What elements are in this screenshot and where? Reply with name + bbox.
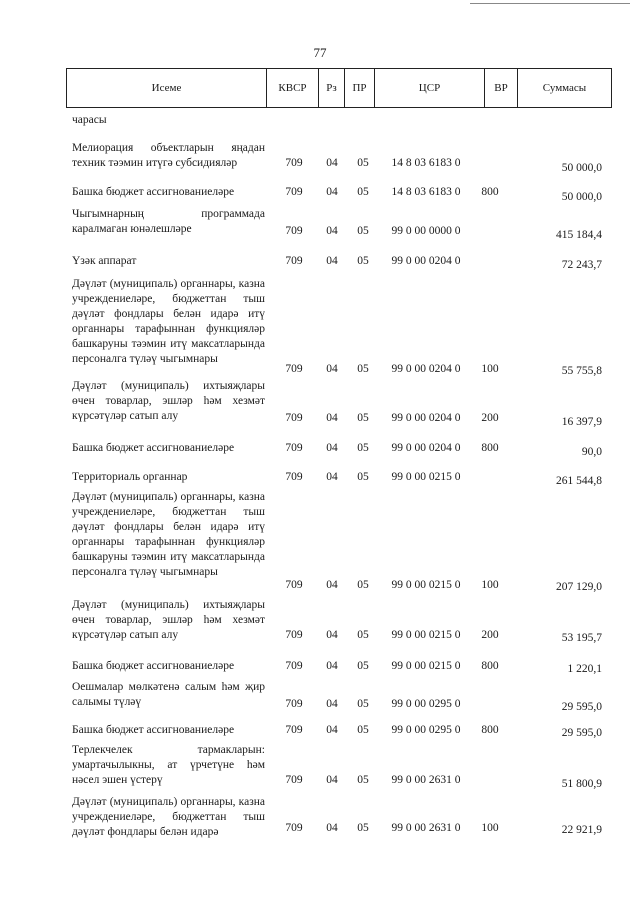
row-kvsr: 709 <box>285 471 303 483</box>
row-pr: 05 <box>357 724 369 736</box>
row-name: Дәүләт (муниципаль) органнары, казна учреждениеләре, бюджеттан тыш дәүләт фондлары белән идарә итү органнары тарафыннан функцияләр башкаруны тәэмин итү максатларында персоналга түләү чыгымнары <box>72 278 265 365</box>
row-csr: 99 0 00 0000 0 <box>391 225 461 237</box>
row-pr: 05 <box>357 774 369 786</box>
row-pr: 05 <box>357 225 369 237</box>
row-vr: 100 <box>481 579 499 591</box>
row-kvsr: 709 <box>285 774 303 786</box>
header-pr: ПР <box>345 69 375 108</box>
table-header <box>66 68 612 108</box>
row-csr: 99 0 00 0215 0 <box>391 629 461 641</box>
row-sum: 29 595,0 <box>561 701 602 713</box>
row-name: чарасы <box>72 114 107 126</box>
row-kvsr: 709 <box>285 255 303 267</box>
row-sum: 72 243,7 <box>561 259 602 271</box>
row-pr: 05 <box>357 579 369 591</box>
row-name: Башка бюджет ассигнованиеләре <box>72 186 235 198</box>
row-rz: 04 <box>326 724 338 736</box>
row-kvsr: 709 <box>285 225 303 237</box>
row-pr: 05 <box>357 186 369 198</box>
row-kvsr: 709 <box>285 629 303 641</box>
header-vr: ВР <box>485 69 518 108</box>
row-pr: 05 <box>357 822 369 834</box>
row-name: Дәүләт (муниципаль) органнары, казна учреждениеләре, бюджеттан тыш дәүләт фондлары белән идарә итү органнары тарафыннан функцияләр башкаруны тәэмин итү максатларында персоналга түләү чыгымнары <box>72 491 265 578</box>
row-sum: 50 000,0 <box>561 191 602 203</box>
row-vr: 800 <box>481 186 499 198</box>
header-kvsr: КВСР <box>267 69 319 108</box>
row-name: Дәүләт (муниципаль) органнары, казна учреждениеләре, бюджеттан тыш дәүләт фондлары белән идарә <box>72 796 265 838</box>
row-kvsr: 709 <box>285 157 303 169</box>
row-sum: 1 220,1 <box>567 663 602 675</box>
row-vr: 100 <box>481 363 499 375</box>
row-kvsr: 709 <box>285 363 303 375</box>
row-sum: 51 800,9 <box>561 778 602 790</box>
row-name: Оешмалар мөлкәтенә салым һәм җир салымы түләү <box>72 681 265 708</box>
row-rz: 04 <box>326 774 338 786</box>
row-sum: 50 000,0 <box>561 162 602 174</box>
row-sum: 207 129,0 <box>556 581 602 593</box>
row-name: Мелиорация объектларын яңадан техник тәэмин итүгә субсидияләр <box>72 142 265 169</box>
row-csr: 14 8 03 6183 0 <box>391 157 461 169</box>
row-rz: 04 <box>326 698 338 710</box>
row-pr: 05 <box>357 660 369 672</box>
row-csr: 99 0 00 0295 0 <box>391 698 461 710</box>
top-edge-line <box>470 3 630 4</box>
row-csr: 99 0 00 2631 0 <box>391 822 461 834</box>
header-csr: ЦСР <box>375 69 485 108</box>
row-csr: 99 0 00 0204 0 <box>391 442 461 454</box>
row-pr: 05 <box>357 629 369 641</box>
row-kvsr: 709 <box>285 660 303 672</box>
row-rz: 04 <box>326 579 338 591</box>
row-sum: 415 184,4 <box>556 229 602 241</box>
row-name: Башка бюджет ассигнованиеләре <box>72 442 235 454</box>
row-name: Дәүләт (муниципаль) ихтыяҗлары өчен товарлар, эшләр һәм хезмәт күрсәтүләр сатып алу <box>72 599 265 641</box>
row-rz: 04 <box>326 363 338 375</box>
row-csr: 99 0 00 0295 0 <box>391 724 461 736</box>
row-vr: 800 <box>481 724 499 736</box>
row-pr: 05 <box>357 157 369 169</box>
row-rz: 04 <box>326 471 338 483</box>
row-name: Дәүләт (муниципаль) ихтыяҗлары өчен товарлар, эшләр һәм хезмәт күрсәтүләр сатып алу <box>72 380 265 422</box>
row-name: Үзәк аппарат <box>72 255 137 267</box>
row-pr: 05 <box>357 363 369 375</box>
row-sum: 29 595,0 <box>561 727 602 739</box>
row-sum: 22 921,9 <box>561 824 602 836</box>
row-vr: 100 <box>481 822 499 834</box>
row-kvsr: 709 <box>285 698 303 710</box>
row-kvsr: 709 <box>285 442 303 454</box>
row-csr: 99 0 00 0204 0 <box>391 412 461 424</box>
row-rz: 04 <box>326 822 338 834</box>
row-pr: 05 <box>357 412 369 424</box>
header-name: Исеме <box>67 69 267 108</box>
row-pr: 05 <box>357 442 369 454</box>
row-name: Терлекчелек тармакларын: умартачылыкны, ат үрчетүне һәм нәсел эшен үстерү <box>72 744 265 786</box>
row-pr: 05 <box>357 698 369 710</box>
page-number: 77 <box>313 45 327 60</box>
row-rz: 04 <box>326 186 338 198</box>
row-csr: 99 0 00 0215 0 <box>391 660 461 672</box>
row-sum: 53 195,7 <box>561 632 602 644</box>
row-sum: 90,0 <box>581 446 602 458</box>
row-rz: 04 <box>326 225 338 237</box>
row-rz: 04 <box>326 660 338 672</box>
row-vr: 800 <box>481 442 499 454</box>
header-rz: Рз <box>319 69 345 108</box>
row-name: Башка бюджет ассигнованиеләре <box>72 660 235 672</box>
row-name: Территориаль органнар <box>72 471 188 483</box>
row-csr: 99 0 00 0204 0 <box>391 363 461 375</box>
row-vr: 200 <box>481 629 499 641</box>
row-name: Чыгымнарның программада каралмаган юнәлешләре <box>72 208 265 235</box>
row-csr: 99 0 00 2631 0 <box>391 774 461 786</box>
row-kvsr: 709 <box>285 724 303 736</box>
row-csr: 99 0 00 0204 0 <box>391 255 461 267</box>
row-kvsr: 709 <box>285 186 303 198</box>
row-kvsr: 709 <box>285 822 303 834</box>
row-vr: 800 <box>481 660 499 672</box>
row-sum: 16 397,9 <box>561 416 602 428</box>
row-pr: 05 <box>357 255 369 267</box>
row-vr: 200 <box>481 412 499 424</box>
row-sum: 55 755,8 <box>561 365 602 377</box>
row-kvsr: 709 <box>285 579 303 591</box>
row-csr: 99 0 00 0215 0 <box>391 579 461 591</box>
header-sum: Суммасы <box>518 69 612 108</box>
row-csr: 14 8 03 6183 0 <box>391 186 461 198</box>
row-pr: 05 <box>357 471 369 483</box>
row-name: Башка бюджет ассигнованиеләре <box>72 724 235 736</box>
row-rz: 04 <box>326 442 338 454</box>
row-csr: 99 0 00 0215 0 <box>391 471 461 483</box>
row-rz: 04 <box>326 412 338 424</box>
row-rz: 04 <box>326 255 338 267</box>
row-sum: 261 544,8 <box>556 475 602 487</box>
row-kvsr: 709 <box>285 412 303 424</box>
row-rz: 04 <box>326 629 338 641</box>
row-rz: 04 <box>326 157 338 169</box>
